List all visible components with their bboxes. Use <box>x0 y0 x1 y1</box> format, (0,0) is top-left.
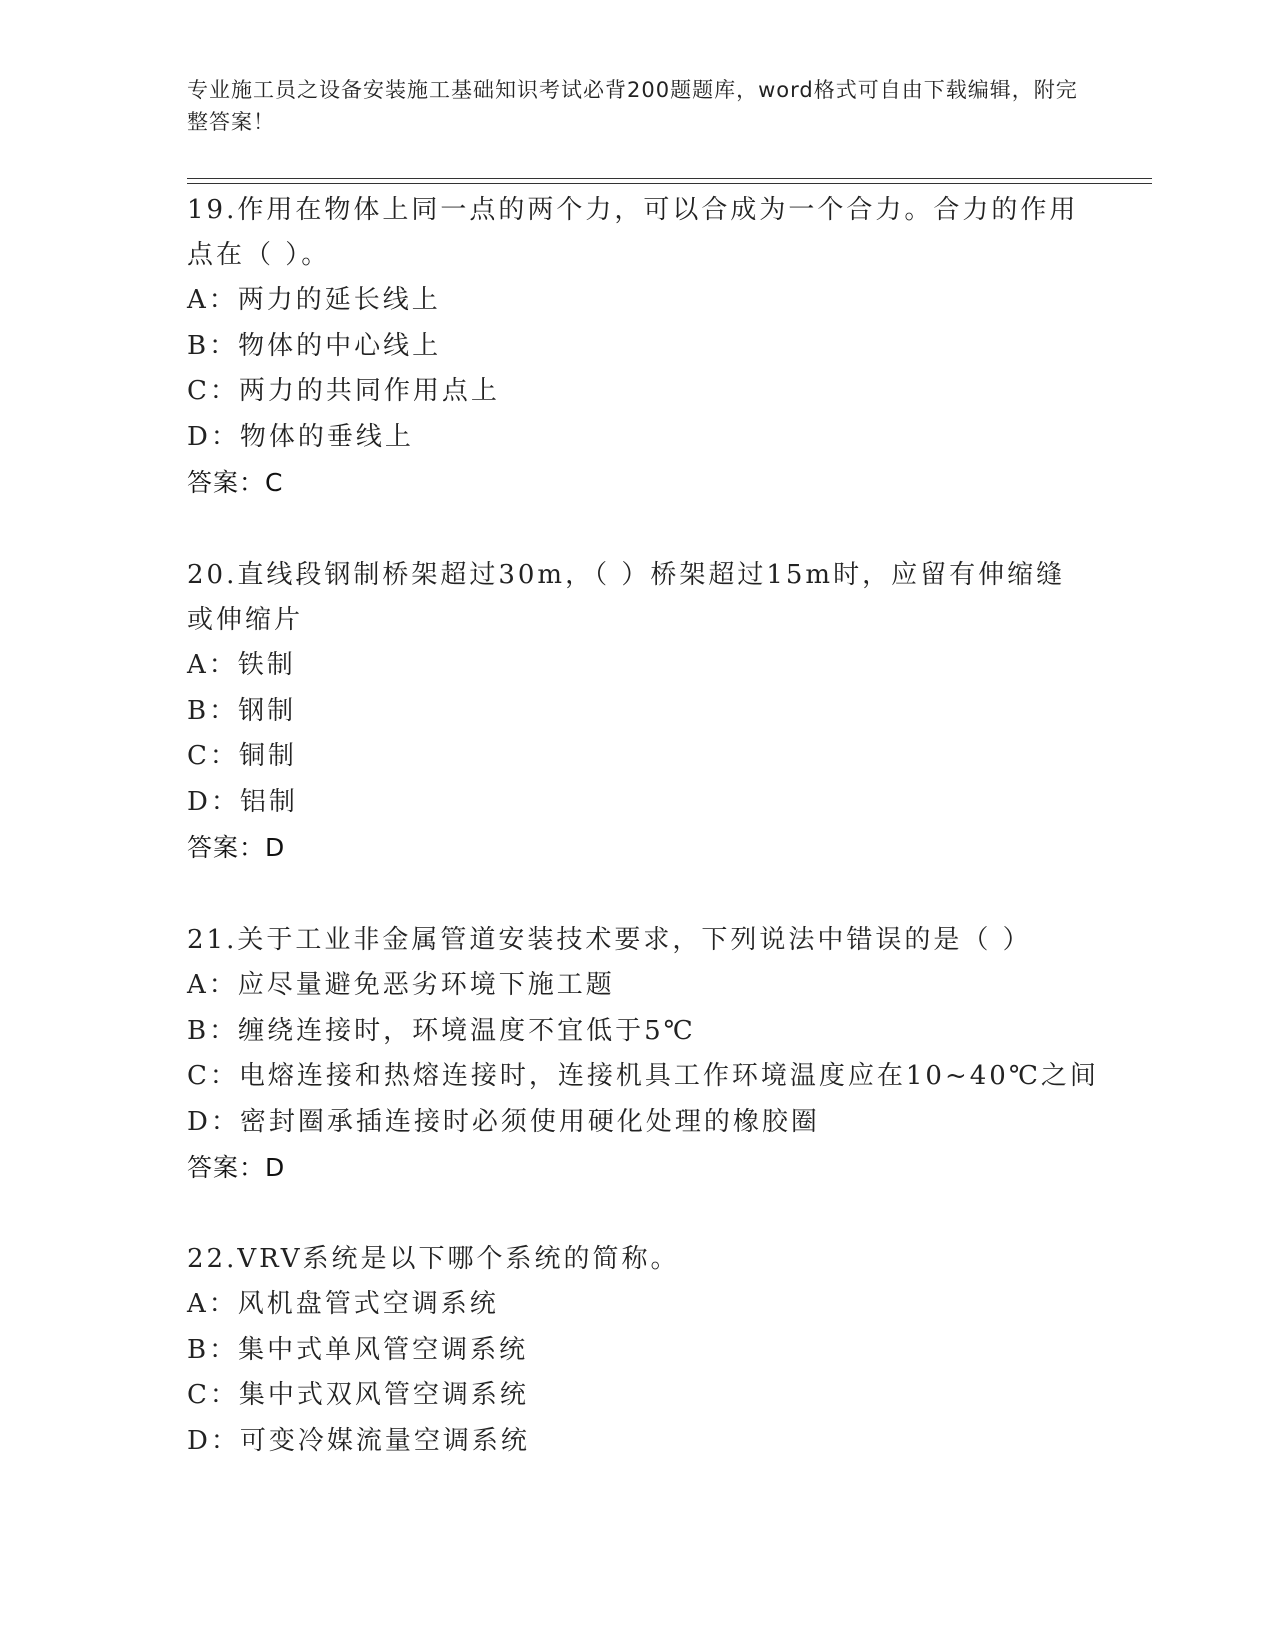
option-a: A：两力的延长线上 <box>187 285 441 315</box>
option-d: D：物体的垂线上 <box>187 421 414 452</box>
option-d: D：密封圈承插连接时必须使用硬化处理的橡胶圈 <box>187 1106 820 1137</box>
option-c: C：两力的共同作用点上 <box>187 376 500 406</box>
header-divider-bottom <box>187 183 1152 184</box>
option-d: D：铝制 <box>187 786 298 817</box>
question-19 <box>187 188 1087 505</box>
question-stem: 21.关于工业非金属管道安装技术要求，下列说法中错误的是（ ） <box>187 925 1032 955</box>
option-a: A：风机盘管式空调系统 <box>187 1289 499 1319</box>
option-b: B：缠绕连接时，环境温度不宜低于5℃ <box>187 1015 696 1046</box>
question-20 <box>187 553 1087 870</box>
option-a: A：应尽量避免恶劣环境下施工题 <box>187 970 615 1000</box>
question-21 <box>187 918 1099 1190</box>
option-c: C：铜制 <box>187 741 297 771</box>
question-22 <box>187 1237 1087 1464</box>
option-a: A：铁制 <box>187 650 296 680</box>
answer-line: 答案：D <box>187 833 286 862</box>
option-c: C：集中式双风管空调系统 <box>187 1380 529 1410</box>
option-c: C：电熔连接和热熔连接时，连接机具工作环境温度应在10~40℃之间 <box>187 1061 1099 1091</box>
question-stem: 22.VRV系统是以下哪个系统的简称。 <box>187 1244 680 1274</box>
document-header: 专业施工员之设备安装施工基础知识考试必背200题题库，word格式可自由下载编辑，附完整答案！ <box>187 78 1078 134</box>
option-b: B：物体的中心线上 <box>187 330 442 361</box>
question-stem: 19.作用在物体上同一点的两个力，可以合成为一个合力。合力的作用点在（ ）。 <box>187 195 1079 270</box>
answer-line: 答案：C <box>187 468 284 497</box>
question-stem: 20.直线段钢制桥架超过30m，（ ）桥架超过15m时，应留有伸缩缝或伸缩片 <box>187 560 1066 635</box>
option-b: B：集中式单风管空调系统 <box>187 1334 529 1365</box>
option-d: D：可变冷媒流量空调系统 <box>187 1425 530 1456</box>
header-divider-top <box>187 178 1152 179</box>
answer-line: 答案：D <box>187 1153 286 1182</box>
option-b: B：钢制 <box>187 695 297 726</box>
